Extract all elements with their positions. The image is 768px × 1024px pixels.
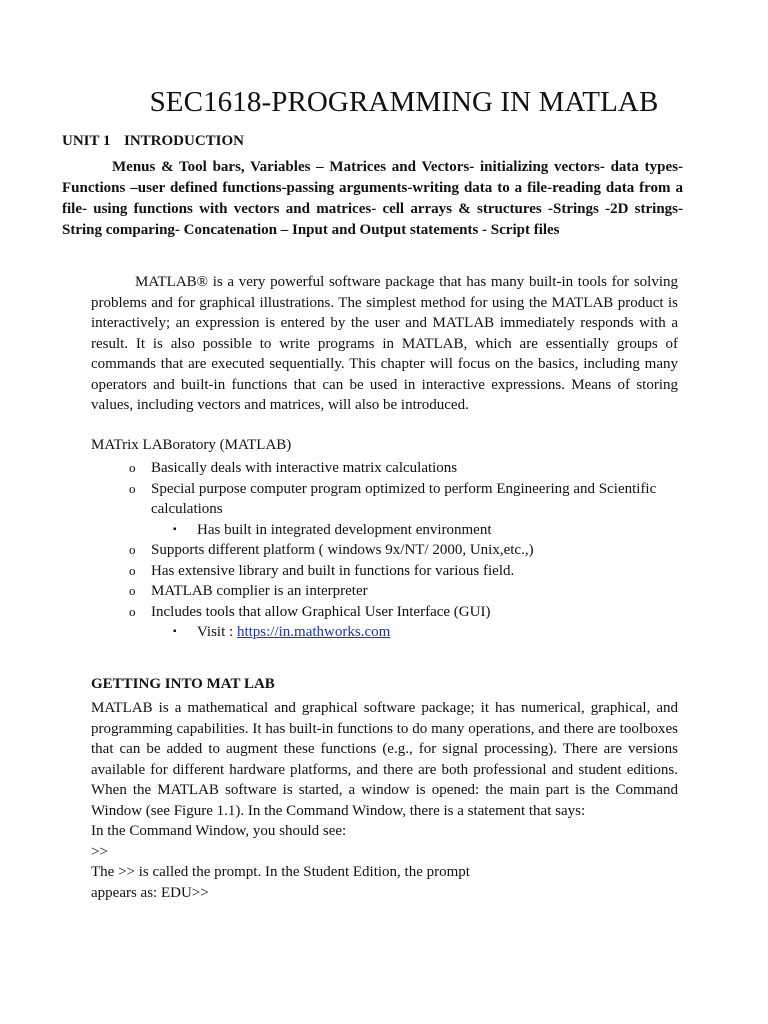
list-item <box>91 540 681 561</box>
list-item-text: Special purpose computer program optimized to perform Engineering and Scientific calculations <box>151 480 657 517</box>
unit-number: UNIT 1 <box>62 133 111 149</box>
mathworks-link[interactable]: https://in.mathworks.com <box>236 624 391 640</box>
section-heading: GETTING INTO MAT LAB <box>91 676 275 692</box>
list-item <box>91 479 681 520</box>
circle-bullet-icon: o <box>129 542 136 557</box>
square-bullet-icon: ▪ <box>173 626 177 637</box>
circle-bullet-icon: o <box>129 583 136 598</box>
text-line: appears as: EDU>> <box>91 884 209 901</box>
getting-into-matlab-section <box>91 698 678 903</box>
feature-list <box>91 458 681 643</box>
circle-bullet-icon: o <box>129 562 136 578</box>
unit-heading <box>62 133 244 150</box>
list-item-text: MATLAB complier is an interpreter <box>151 583 368 599</box>
visit-label: Visit : <box>197 624 234 640</box>
list-item <box>91 458 681 479</box>
list-item-text: Includes tools that allow Graphical User Interface (GUI) <box>151 603 491 620</box>
list-item-text: Supports different platform ( windows 9x/NT/ 2000, Unix,etc.,) <box>151 542 534 558</box>
circle-bullet-icon: o <box>129 460 136 475</box>
text-line: In the Command Window, you should see: <box>91 823 347 839</box>
matlab-definition-heading: MATrix LABoratory (MATLAB) <box>91 437 292 453</box>
list-item-text: Has extensive library and built in functions for various field. <box>151 562 515 579</box>
circle-bullet-icon: o <box>129 480 136 496</box>
unit-syllabus: Menus & Tool bars, Variables – Matrices and Vectors- initializing vectors- data types-Functions –user defined functions-passing arguments-writing data to a file-reading data from a file- using functions with vectors and matrices- cell arrays & structures -Strings -2D strings-String comparing- Concatenation – Input and Output statements - Script files <box>62 159 683 238</box>
document-title: SEC1618-PROGRAMMING IN MATLAB <box>149 86 659 118</box>
getting-paragraph: MATLAB is a mathematical and graphical software package; it has numerical, graphical, and programming capabilities. It has built-in functions to do many operations, and there are toolboxes that can be added to augment these functions (e.g., for signal processing). There are versions available for different hardware platforms, and there are both professional and student editions. When the MATLAB software is started, a window is opened: the main part is the Command Window (see Figure 1.1). In the Command Window, there is a statement that says: <box>91 700 678 819</box>
list-item <box>91 581 681 602</box>
unit-name: INTRODUCTION <box>124 133 245 149</box>
list-item-text: Has built in integrated development environment <box>197 521 492 538</box>
intro-paragraph: MATLAB® is a very powerful software package that has many built-in tools for solving problems and for graphical illustrations. The simplest method for using the MATLAB product is interactively; an expression is entered by the user and MATLAB immediately responds with a result. It is also possible to write programs in MATLAB, which are essentially groups of commands that are executed sequentially. This chapter will focus on the basics, including many operators and built-in functions that can be used in interactive expressions. Means of storing values, including vectors and matrices, will also be introduced. <box>91 274 678 413</box>
list-item-text: Basically deals with interactive matrix calculations <box>151 460 458 476</box>
text-line: The >> is called the prompt. In the Student Edition, the prompt <box>91 864 470 880</box>
square-bullet-icon: ▪ <box>173 523 177 535</box>
sub-list-item-visit <box>91 622 681 643</box>
prompt-line: >> <box>91 843 108 860</box>
list-item <box>91 561 681 582</box>
list-item <box>91 602 681 623</box>
sub-list-item <box>91 520 681 541</box>
circle-bullet-icon: o <box>129 603 136 619</box>
